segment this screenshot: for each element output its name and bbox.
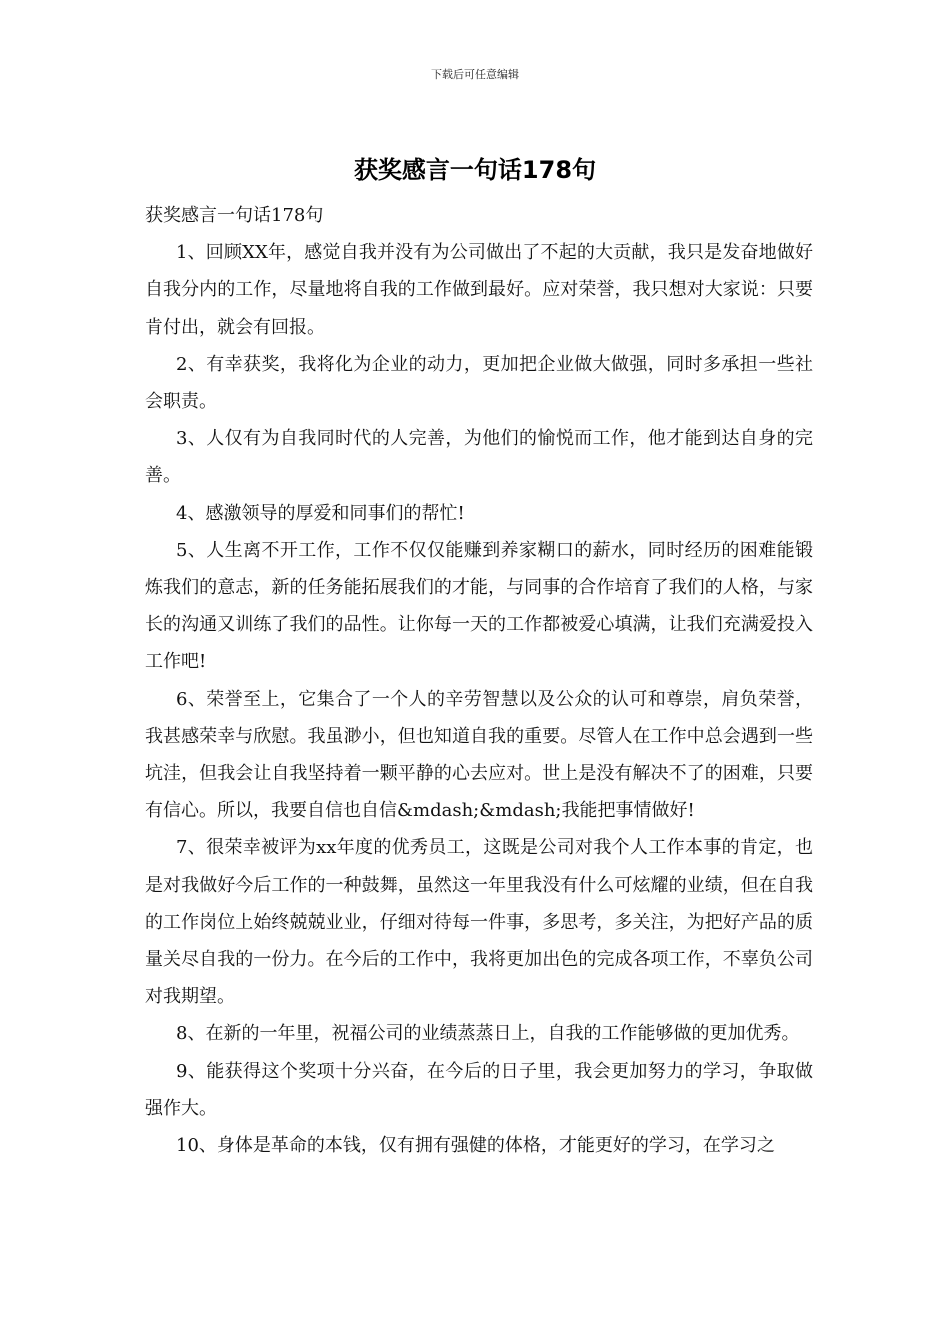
- paragraph-10: 10、身体是革命的本钱，仅有拥有强健的体格，才能更好的学习，在学习之: [176, 1135, 775, 1157]
- paragraph-1: 1、回顾XX年，感觉自我并没有为公司做出了不起的大贡献，我只是发奋地做好自我分内的工作，尽量地将自我的工作做到最好。应对荣誉，我只想对大家说：只要肯付出，就会有回报。: [145, 242, 813, 338]
- paragraph-8: 8、在新的一年里，祝福公司的业绩蒸蒸日上，自我的工作能够做的更加优秀。: [176, 1023, 800, 1045]
- paragraph-3: 3、人仅有为自我同时代的人完善，为他们的愉悦而工作，他才能到达自身的完善。: [145, 428, 813, 487]
- document-body: [145, 197, 813, 1164]
- paragraph-6: 6、荣誉至上，它集合了一个人的辛劳智慧以及公众的认可和尊崇，肩负荣誉，我甚感荣幸与欣慰。我虽渺小，但也知道自我的重要。尽管人在工作中总会遇到一些坑洼，但我会让自我坚持着一颗平静的心去应对。世上是没有解决不了的困难，只要有信心。所以，我要自信也自信&mdash;&mdash;我能把事情做好!: [145, 688, 813, 822]
- document-title: 获奖感言一句话178句: [353, 156, 597, 184]
- paragraph-9: 9、能获得这个奖项十分兴奋，在今后的日子里，我会更加努力的学习，争取做强作大。: [145, 1060, 813, 1119]
- paragraph-2: 2、有幸获奖，我将化为企业的动力，更加把企业做大做强，同时多承担一些社会职责。: [145, 353, 813, 413]
- paragraph-4: 4、感激领导的厚爱和同事们的帮忙!: [176, 502, 465, 524]
- header-note: 下载后可任意编辑: [431, 68, 519, 81]
- document-subtitle: 获奖感言一句话178句: [145, 205, 324, 226]
- paragraph-5: 5、人生离不开工作，工作不仅仅能赚到养家糊口的薪水，同时经历的困难能锻炼我们的意志，新的任务能拓展我们的才能，与同事的合作培育了我们的人格，与家长的沟通又训练了我们的品性。让你每一天的工作都被爱心填满，让我们充满爱投入工作吧!: [145, 539, 813, 673]
- paragraph-7: 7、很荣幸被评为xx年度的优秀员工，这既是公司对我个人工作本事的肯定，也是对我做好今后工作的一种鼓舞，虽然这一年里我没有什么可炫耀的业绩，但在自我的工作岗位上始终兢兢业业，仔细对待每一件事，多思考，多关注，为把好产品的质量关尽自我的一份力。在今后的工作中，我将更加出色的完成各项工作，不辜负公司对我期望。: [145, 837, 813, 1008]
